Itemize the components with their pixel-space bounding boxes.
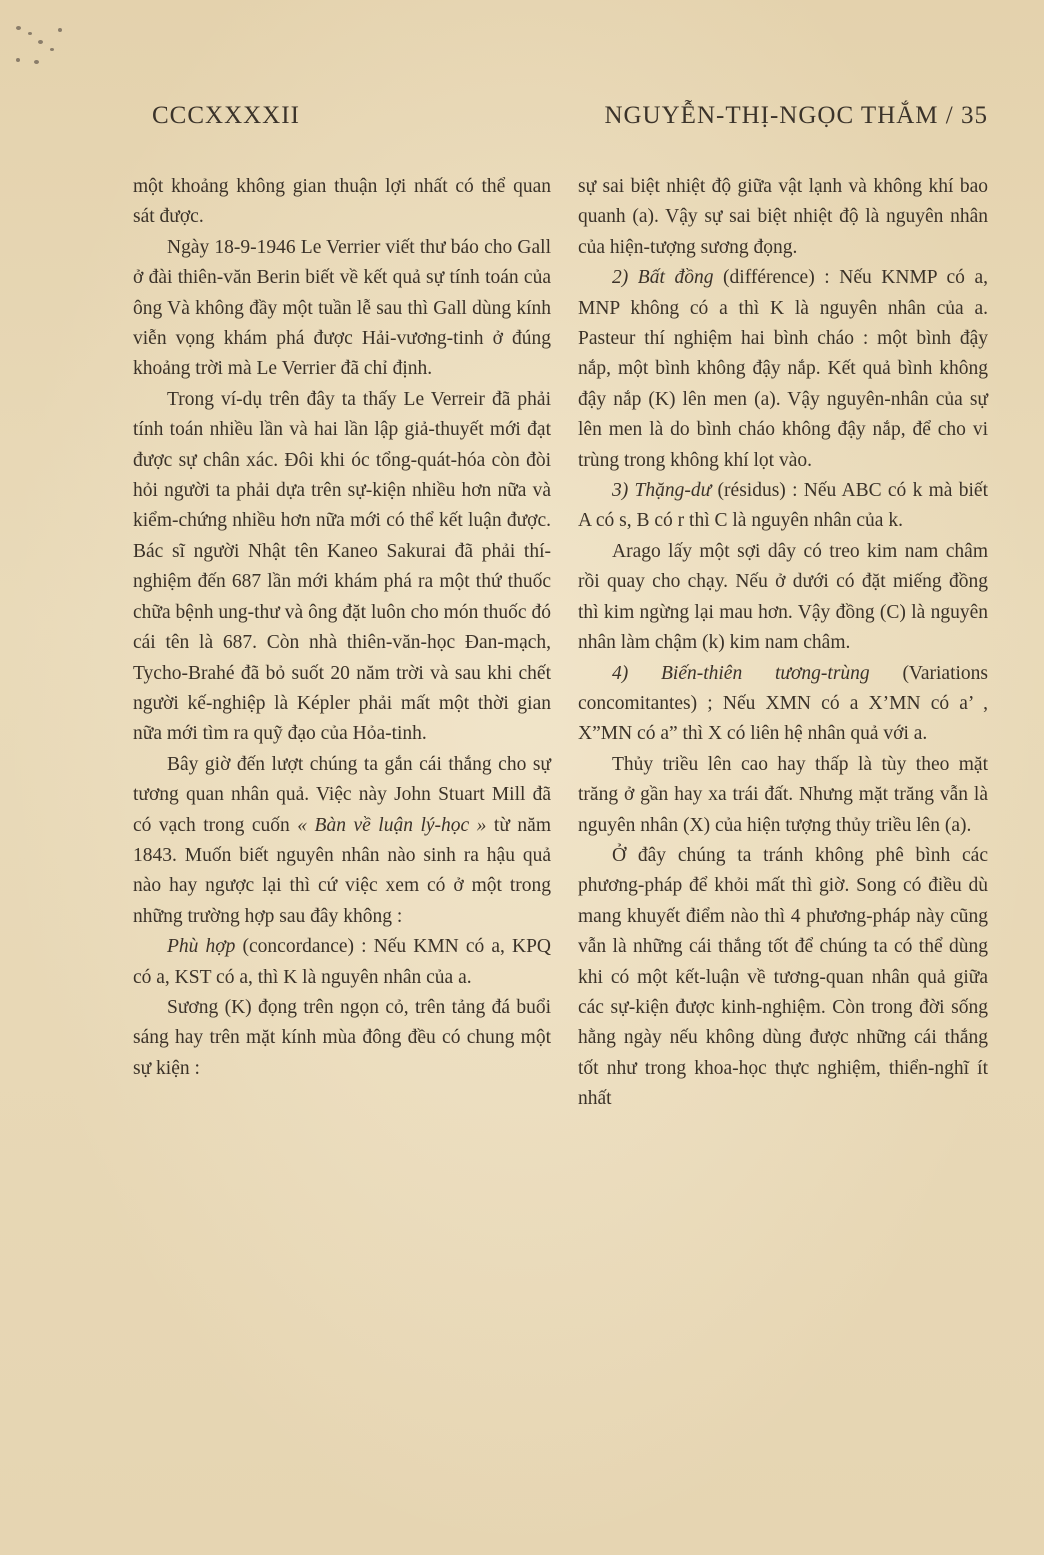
text-run: (Variations concomitantes) ; Nếu XMN có a X’MN có a’ , X”MN có a” thì X có liên hệ nhân quả với a. xyxy=(578,662,988,745)
paragraph-q2 xyxy=(578,263,988,476)
paragraph-q5 xyxy=(578,659,988,750)
right-text-column xyxy=(578,172,988,1115)
text-run: (différence) : Nếu KNMP có a, MNP không có a thì K là nguyên nhân của a. Pasteur thí nghiệm hai bình cháo : một bình đậy nắp, một bình không đậy nắp. Kết quả bình không đậy nắp (K) lên men (a). Vậy nguyên-nhân của sự lên men là do bình cháo không đậy nắp, để cho vi trùng trong không khí lọt vào. xyxy=(578,267,988,471)
italic-text: 3) Thặng-dư xyxy=(612,480,712,502)
page-specks xyxy=(14,14,74,74)
header-author-page: NGUYỄN-THỊ-NGỌC THẮM / 35 xyxy=(604,102,988,129)
paragraph-p4 xyxy=(133,750,551,932)
left-text-column xyxy=(133,172,551,1084)
paragraph-p2: Ngày 18-9-1946 Le Verrier viết thư báo cho Gall ở đài thiên-văn Berin biết về kết quả sự tính toán của ông Và không đầy một tuần lễ sau thì Gall dùng kính viễn vọng khám phá được Hải-vương-tinh ở đúng khoảng trời mà Le Verrier đã chỉ định. xyxy=(133,236,551,380)
page-header xyxy=(152,102,988,136)
paragraph-q1: sự sai biệt nhiệt độ giữa vật lạnh và không khí bao quanh (a). Vậy sự sai biệt nhiệt độ là nguyên nhân của hiện-tượng sương đọng. xyxy=(578,176,988,258)
header-roman-numeral: CCCXXXXII xyxy=(152,102,300,129)
paragraph-p3: Trong ví-dụ trên đây ta thấy Le Verreir đã phải tính toán nhiều lần và hai lần lập giả-thuyết mới đạt được sự chân xác. Đôi khi óc tổng-quát-hóa còn đòi hỏi người ta phải dựa trên sự-kiện nhiều hơn nữa và kiểm-chứng nhiều hơn nữa mới có thể kết luận được. Bác sĩ người Nhật tên Kaneo Sakurai đã phải thí-nghiệm đến 687 lần mới khám phá ra một thứ thuốc chữa bệnh ung-thư và ông đặt luôn cho món thuốc đó cái tên là 687. Còn nhà thiên-văn-học Đan-mạch, Tycho-Brahé đã bỏ suốt 20 năm trời và sau khi chết người kế-nghiệp là Képler phải mất một thời gian nữa mới tìm ra quỹ đạo của Hỏa-tinh. xyxy=(133,388,551,745)
italic-text: « Bàn về luận lý-học » xyxy=(297,814,487,836)
paragraph-q6: Thủy triều lên cao hay thấp là tùy theo mặt trăng ở gần hay xa trái đất. Nhưng mặt trăng vẫn là nguyên nhân (X) của hiện tượng thủy triều lên (a). xyxy=(578,753,988,836)
italic-text: 2) Bất đồng xyxy=(612,267,714,289)
text-run: từ năm 1843. Muốn biết nguyên nhân nào sinh ra hậu quả nào hay ngược lại thì cứ việc xem có ở một trong những trường hợp sau đây không : xyxy=(133,814,551,927)
paragraph-q4: Arago lấy một sợi dây có treo kim nam châm rồi quay cho chạy. Nếu ở dưới có đặt miếng đồng thì kim ngừng lại mau hơn. Vậy đồng (C) là nguyên nhân làm chậm (k) kim nam châm. xyxy=(578,540,988,654)
paragraph-q7: Ở đây chúng ta tránh không phê bình các phương-pháp để khỏi mất thì giờ. Song có điều dù mang khuyết điểm nào thì 4 phương-pháp này cũng vẫn là những cái thắng tốt để chúng ta có thể dùng khi có một kết-luận về tương-quan nhân quả giữa các sự-kiện được kinh-nghiệm. Còn trong đời sống hằng ngày nếu không dùng được những cái thắng tốt như trong khoa-học thực nghiệm, thiển-nghĩ ít nhất xyxy=(578,844,988,1110)
text-run: (concordance) : Nếu KMN có a, KPQ có a, KST có a, thì K là nguyên nhân của a. xyxy=(133,936,551,988)
italic-text: Phù hợp xyxy=(167,936,236,958)
italic-text: 4) Biến-thiên tương-trùng xyxy=(612,662,870,684)
paragraph-p6: Sương (K) đọng trên ngọn cỏ, trên tảng đá buổi sáng hay trên mặt kính mùa đông đều có chung một sự kiện : xyxy=(133,996,551,1079)
paragraph-p1: một khoảng không gian thuận lợi nhất có thể quan sát được. xyxy=(133,176,551,228)
paragraph-p5 xyxy=(133,932,551,993)
paragraph-q3 xyxy=(578,476,988,537)
text-run: (résidus) : Nếu ABC có k mà biết A có s, B có r thì C là nguyên nhân của k. xyxy=(578,480,989,532)
text-run: Bây giờ đến lượt chúng ta gắn cái thắng cho sự tương quan nhân quả. Việc này John Stuart Mill đã có vạch trong cuốn xyxy=(133,753,551,836)
